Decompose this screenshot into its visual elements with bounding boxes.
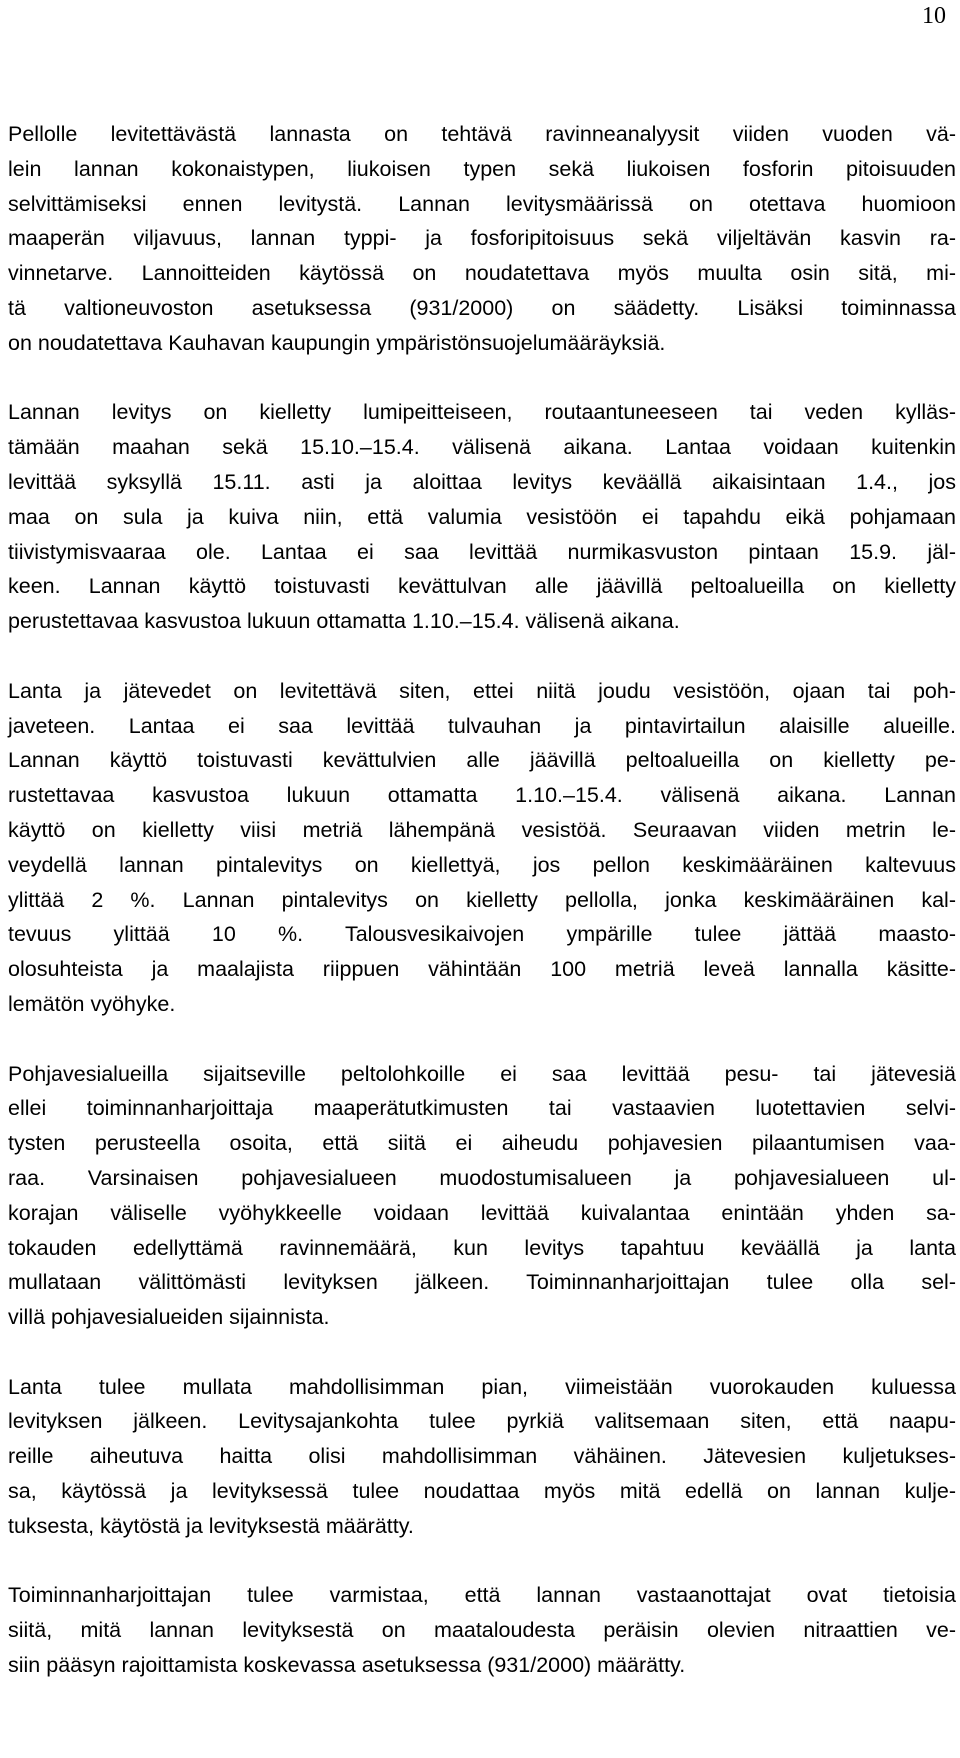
text-line: olosuhteista ja maalajista riippuen vähintään 100 metriä leveä lannalla käsitte- bbox=[8, 957, 956, 982]
page-number: 10 bbox=[922, 3, 946, 29]
paragraph-gap bbox=[8, 1022, 956, 1057]
text-line: Lannan levitys on kielletty lumipeitteiseen, routaantuneeseen tai veden kylläs- bbox=[8, 400, 956, 425]
text-line: maaperän viljavuus, lannan typpi- ja fosforipitoisuus sekä viljeltävän kasvin ra- bbox=[8, 226, 956, 251]
text-line: korajan väliselle vyöhykkeelle voidaan levittää kuivalantaa enintään yhden sa- bbox=[8, 1200, 956, 1225]
text-line: raa. Varsinaisen pohjavesialueen muodostumisalueen ja pohjavesialueen ul- bbox=[8, 1165, 956, 1190]
text-line: levityksen jälkeen. Levitysajankohta tulee pyrkiä valitsemaan siten, että naapu- bbox=[8, 1409, 956, 1434]
paragraph bbox=[8, 1057, 956, 1335]
paragraph bbox=[8, 1578, 956, 1682]
paragraph bbox=[8, 117, 956, 361]
paragraph bbox=[8, 1370, 956, 1544]
paragraph-gap bbox=[8, 361, 956, 396]
text-line: keen. Lannan käyttö toistuvasti kevättulvan alle jäävillä peltoalueilla on kielletty bbox=[8, 574, 956, 599]
text-line: vinnetarve. Lannoitteiden käytössä on noudatettava myös muulta osin sitä, mi- bbox=[8, 261, 956, 286]
text-line: tiivistymisvaaraa ole. Lantaa ei saa levittää nurmikasvuston pintaan 15.9. jäl- bbox=[8, 539, 956, 564]
text-line: levittää syksyllä 15.11. asti ja aloittaa levitys keväällä aikaisintaan 1.4., jos bbox=[8, 469, 956, 494]
text-line: Pellolle levitettävästä lannasta on tehtävä ravinneanalyysit viiden vuoden vä- bbox=[8, 122, 956, 146]
text-line: tuksesta, käytöstä ja levityksestä määrätty. bbox=[8, 1513, 414, 1538]
text-line: tysten perusteella osoita, että siitä ei aiheudu pohjavesien pilaantumisen vaa- bbox=[8, 1131, 956, 1156]
text-line: perustettavaa kasvustoa lukuun ottamatta 1.10.–15.4. välisenä aikana. bbox=[8, 609, 680, 634]
text-line: tevuus ylittää 10 %. Talousvesikaivojen ympärille tulee jättää maasto- bbox=[8, 922, 956, 947]
text-line: selvittämiseksi ennen levitystä. Lannan levitysmäärissä on otettava huomioon bbox=[8, 191, 956, 216]
paragraph-gap bbox=[8, 639, 956, 674]
text-line: tä valtioneuvoston asetuksessa (931/2000) on säädetty. Lisäksi toiminnassa bbox=[8, 295, 956, 320]
text-line: tokauden edellyttämä ravinnemäärä, kun levitys tapahtuu keväällä ja lanta bbox=[8, 1235, 956, 1260]
text-line: Toiminnanharjoittajan tulee varmistaa, että lannan vastaanottajat ovat tietoisia bbox=[8, 1583, 956, 1608]
paragraph-gap bbox=[8, 1544, 956, 1579]
text-line: ellei toiminnanharjoittaja maaperätutkimusten tai vastaavien luotettavien selvi- bbox=[8, 1096, 956, 1121]
text-line: Lannan käyttö toistuvasti kevättulvien alle jäävillä peltoalueilla on kielletty pe- bbox=[8, 748, 956, 773]
text-line: lemätön vyöhyke. bbox=[8, 991, 176, 1016]
text-line: ylittää 2 %. Lannan pintalevitys on kielletty pellolla, jonka keskimääräinen kal- bbox=[8, 887, 956, 912]
text-line: on noudatettava Kauhavan kaupungin ympäristönsuojelumääräyksiä. bbox=[8, 330, 666, 355]
text-line: sa, käytössä ja levityksessä tulee noudattaa myös mitä edellä on lannan kulje- bbox=[8, 1479, 956, 1504]
paragraph bbox=[8, 674, 956, 1022]
text-line: rustettavaa kasvustoa lukuun ottamatta 1.10.–15.4. välisenä aikana. Lannan bbox=[8, 783, 956, 808]
text-line: käyttö on kielletty viisi metriä lähempänä vesistöä. Seuraavan viiden metrin le- bbox=[8, 817, 956, 842]
text-line: maa on sula ja kuiva niin, että valumia vesistöön ei tapahdu eikä pohjamaan bbox=[8, 504, 956, 529]
paragraph-gap bbox=[8, 1335, 956, 1370]
text-line: villä pohjavesialueiden sijainnista. bbox=[8, 1305, 330, 1330]
text-line: reille aiheutuva haitta olisi mahdollisimman vähäinen. Jätevesien kuljetukses- bbox=[8, 1444, 956, 1469]
text-line: Lanta ja jätevedet on levitettävä siten, ettei niitä joudu vesistöön, ojaan tai poh- bbox=[8, 678, 956, 703]
text-line: Pohjavesialueilla sijaitseville peltolohkoille ei saa levittää pesu- tai jätevesiä bbox=[8, 1061, 956, 1086]
paragraph bbox=[8, 395, 956, 639]
text-line: siin pääsyn rajoittamista koskevassa asetuksessa (931/2000) määrätty. bbox=[8, 1653, 686, 1678]
text-line: siitä, mitä lannan levityksestä on maataloudesta peräisin olevien nitraattien ve- bbox=[8, 1618, 956, 1643]
text-line: veydellä lannan pintalevitys on kiellettyä, jos pellon keskimääräinen kaltevuus bbox=[8, 852, 956, 877]
text-line: lein lannan kokonaistypen, liukoisen typen sekä liukoisen fosforin pitoisuuden bbox=[8, 156, 956, 181]
text-line: Lanta tulee mullata mahdollisimman pian, viimeistään vuorokauden kuluessa bbox=[8, 1374, 956, 1399]
text-line: mullataan välittömästi levityksen jälkeen. Toiminnanharjoittajan tulee olla sel- bbox=[8, 1270, 956, 1295]
text-line: tämään maahan sekä 15.10.–15.4. välisenä aikana. Lantaa voidaan kuitenkin bbox=[8, 435, 956, 460]
text-line: javeteen. Lantaa ei saa levittää tulvauhan ja pintavirtailun alaisille alueille. bbox=[8, 713, 956, 738]
document-body bbox=[8, 117, 956, 1683]
